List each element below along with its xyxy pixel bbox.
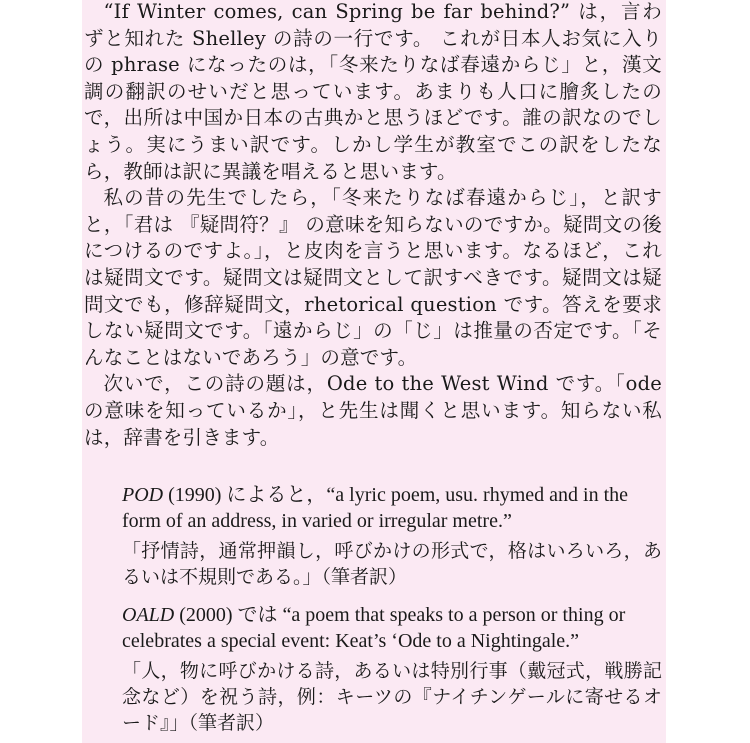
quote-oald-translation: 「人，物に呼びかける詩，あるいは特別行事（戴冠式，戦勝記念など）を祝う詩，例：キーツの『ナイチンゲールに寄せるオード』」（筆者訳） xyxy=(122,660,662,734)
paragraph-teacher: 私の昔の先生でしたら，「冬来たりなば春遠からじ」，と訳すと，「君は 『疑問符？』 の意味を知らないのですか。疑問文の後につけるのですよ。」，と皮肉を言うと思います。なるほど，これは疑問文です。疑問文は疑問文として訳すべきです。疑問文は疑問文でも，修辞疑問文，rhetorical question です。答えを要求しない疑問文です。「遠からじ」の「じ」は推量の否定です。「そんなことはないであろう」の意です。 xyxy=(84,186,662,369)
quote-oald-english xyxy=(122,602,662,654)
quote-oald-source: OALD xyxy=(122,604,175,626)
quote-pod-text: (1990) によると，“a lyric poem, usu. rhymed and in the form of an address, in varied or irregular metre.” xyxy=(122,484,629,532)
paragraph-ode: 次いで，この詩の題は，Ode to the West Wind です。「ode の意味を知っているか」，と先生は聞くと思います。知らない私は，辞書を引きます。 xyxy=(84,372,662,449)
quote-oald-text: (2000) では “a poem that speaks to a person or thing or celebrates a special event: Keat’s ‘Ode to a Nightingale.” xyxy=(122,604,626,652)
quote-pod-english xyxy=(122,482,662,534)
quote-pod-source: POD xyxy=(122,484,164,506)
quote-oald xyxy=(122,602,662,736)
paragraph-intro: “If Winter comes, can Spring be far behind?” は，言わずと知れた Shelley の詩の一行です。 これが日本人お気に入りの phrase になったのは，「冬来たりなば春遠からじ」と，漢文調の翻訳のせいだと思っています。あまりも人口に膾炙したので，出所は中国か日本の古典かと思うほどです。誰の訳なのでしょう。実にうまい訳です。しかし学生が教室でこの訳をしたなら，教師は訳に異議を唱えると思います。 xyxy=(84,0,662,183)
quote-pod xyxy=(122,482,662,590)
document-page xyxy=(82,0,666,743)
dictionary-quotes xyxy=(122,482,662,736)
quote-pod-translation: 「抒情詩，通常押韻し，呼びかけの形式で，格はいろいろ，あるいは不規則である。」（筆者訳） xyxy=(122,540,662,588)
